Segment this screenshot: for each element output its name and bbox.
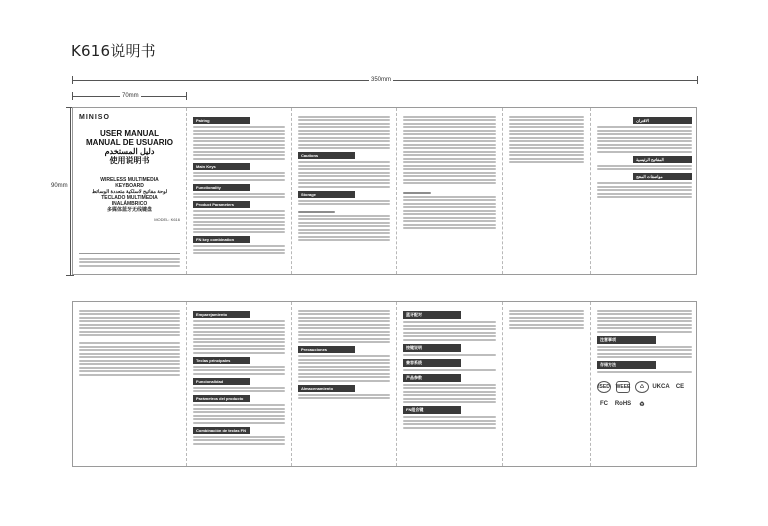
text-line bbox=[298, 313, 390, 315]
section-heading: 产品参数 bbox=[403, 374, 461, 382]
model-number: MODEL: K616 bbox=[154, 217, 180, 222]
text-line bbox=[298, 380, 390, 382]
section-heading: 蓝牙配对 bbox=[403, 311, 461, 319]
text-line bbox=[298, 200, 390, 202]
text-line bbox=[193, 140, 285, 142]
text-line bbox=[597, 182, 692, 184]
text-line bbox=[193, 193, 285, 195]
text-line bbox=[298, 126, 390, 128]
text-line bbox=[193, 210, 285, 212]
text-line bbox=[298, 229, 390, 231]
section-heading: Storage bbox=[298, 191, 355, 198]
section-heading: Precauciones bbox=[298, 346, 355, 353]
section-heading: Functionality bbox=[193, 184, 250, 191]
text-line bbox=[193, 334, 285, 336]
text-line bbox=[79, 317, 180, 319]
cover-title-line: MANUAL DE USUARIO bbox=[86, 138, 173, 147]
panel-width-label: 70mm bbox=[122, 93, 139, 99]
text-line bbox=[298, 232, 390, 234]
text-line bbox=[403, 126, 496, 128]
text-line bbox=[597, 356, 692, 358]
text-line bbox=[403, 217, 496, 219]
spanish-panel-1 bbox=[187, 302, 292, 466]
text-line bbox=[79, 363, 180, 365]
section-heading: 按键说明 bbox=[403, 344, 461, 352]
text-line bbox=[403, 328, 496, 330]
text-line bbox=[193, 221, 285, 223]
text-line bbox=[597, 193, 692, 195]
text-line bbox=[193, 324, 285, 326]
text-line bbox=[193, 245, 285, 247]
product-name-line: KEYBOARD bbox=[115, 183, 144, 189]
text-line bbox=[403, 161, 496, 163]
text-line bbox=[193, 404, 285, 406]
text-line bbox=[403, 123, 496, 125]
text-line bbox=[597, 310, 692, 312]
text-line bbox=[79, 349, 180, 351]
text-line bbox=[403, 427, 496, 429]
text-line bbox=[403, 165, 496, 167]
text-line bbox=[193, 345, 285, 347]
text-line bbox=[509, 161, 584, 163]
text-line bbox=[597, 327, 692, 329]
text-line bbox=[597, 313, 692, 315]
text-line bbox=[403, 423, 496, 425]
text-line bbox=[298, 123, 390, 125]
text-line bbox=[298, 203, 390, 205]
rohs-mark-icon: RoHS bbox=[614, 401, 632, 407]
text-line bbox=[597, 331, 692, 333]
fcc-heading bbox=[298, 211, 335, 213]
text-line bbox=[79, 374, 180, 376]
text-line bbox=[298, 147, 390, 149]
text-line bbox=[79, 353, 180, 355]
text-line bbox=[597, 317, 692, 319]
chinese-panel-3 bbox=[591, 302, 698, 466]
text-line bbox=[597, 144, 692, 146]
text-line bbox=[298, 130, 390, 132]
text-line bbox=[193, 133, 285, 135]
text-line bbox=[79, 310, 180, 312]
text-line bbox=[193, 387, 285, 389]
text-line bbox=[403, 398, 496, 400]
text-line bbox=[298, 341, 390, 343]
text-line bbox=[193, 369, 285, 371]
text-line bbox=[79, 261, 180, 263]
text-line bbox=[193, 443, 285, 445]
leaflet-front-sheet bbox=[72, 107, 697, 275]
text-line bbox=[193, 137, 285, 139]
text-line bbox=[597, 371, 692, 373]
text-line bbox=[79, 331, 180, 333]
cover-footer bbox=[79, 247, 180, 269]
text-line bbox=[193, 224, 285, 226]
text-line bbox=[79, 360, 180, 362]
text-line bbox=[509, 137, 584, 139]
text-line bbox=[79, 346, 180, 348]
product-name bbox=[79, 177, 180, 213]
text-line bbox=[193, 214, 285, 216]
text-line bbox=[298, 179, 390, 181]
text-line bbox=[298, 369, 390, 371]
text-line bbox=[298, 338, 390, 340]
text-line bbox=[509, 140, 584, 142]
text-line bbox=[403, 227, 496, 229]
text-line bbox=[403, 394, 496, 396]
product-name-line: INALÁMBRICO bbox=[111, 201, 148, 207]
text-line bbox=[597, 140, 692, 142]
text-line bbox=[403, 369, 496, 371]
section-heading: Teclas principales bbox=[193, 357, 250, 364]
text-line bbox=[193, 415, 285, 417]
text-line bbox=[193, 249, 285, 251]
text-line bbox=[193, 130, 285, 132]
ised-mark-icon: ISED bbox=[597, 381, 611, 393]
english-panel-1 bbox=[187, 108, 292, 274]
text-line bbox=[403, 213, 496, 215]
text-line bbox=[403, 175, 496, 177]
text-line bbox=[597, 324, 692, 326]
text-line bbox=[193, 147, 285, 149]
text-line bbox=[298, 373, 390, 375]
text-line bbox=[298, 327, 390, 329]
text-line bbox=[403, 158, 496, 160]
text-line bbox=[298, 133, 390, 135]
text-line bbox=[509, 320, 584, 322]
text-line bbox=[403, 224, 496, 226]
arabic-panel-1 bbox=[591, 108, 698, 274]
recycle-mark-icon: ♺ bbox=[635, 381, 649, 393]
text-line bbox=[193, 179, 285, 181]
text-line bbox=[79, 258, 180, 260]
product-name-line: WIRELESS MULTIMEDIA bbox=[100, 177, 159, 183]
text-line bbox=[509, 154, 584, 156]
cover-title-line: دليل المستخدم bbox=[104, 147, 155, 156]
text-line bbox=[597, 126, 692, 128]
text-line bbox=[193, 348, 285, 350]
text-line bbox=[403, 119, 496, 121]
divider bbox=[79, 253, 180, 254]
text-line bbox=[298, 355, 390, 357]
dimension-line bbox=[70, 107, 71, 275]
text-line bbox=[298, 186, 390, 188]
leaflet-back-sheet bbox=[72, 301, 697, 467]
text-line bbox=[403, 147, 496, 149]
brand-logo: MINISO bbox=[79, 114, 110, 121]
text-line bbox=[403, 391, 496, 393]
section-heading: Emparejamiento bbox=[193, 311, 250, 318]
section-heading: FN组合键 bbox=[403, 406, 461, 414]
text-line bbox=[403, 168, 496, 170]
cover-title bbox=[79, 129, 180, 165]
text-line bbox=[597, 168, 692, 170]
text-line bbox=[509, 144, 584, 146]
text-line bbox=[403, 420, 496, 422]
text-line bbox=[298, 116, 390, 118]
text-line bbox=[298, 394, 390, 396]
text-line bbox=[403, 321, 496, 323]
text-line bbox=[597, 147, 692, 149]
text-line bbox=[509, 130, 584, 132]
text-line bbox=[193, 439, 285, 441]
section-heading: الاقتران bbox=[633, 117, 692, 124]
text-line bbox=[193, 366, 285, 368]
text-line bbox=[403, 401, 496, 403]
text-line bbox=[79, 342, 180, 344]
cover-title-line: USER MANUAL bbox=[99, 129, 160, 138]
text-line bbox=[509, 116, 584, 118]
product-name-line: TECLADO MULTIMEDIA bbox=[101, 195, 158, 201]
product-name-line: 多媒体蓝牙无线键盘 bbox=[106, 207, 152, 213]
text-line bbox=[193, 172, 285, 174]
text-line bbox=[509, 158, 584, 160]
text-line bbox=[79, 370, 180, 372]
text-line bbox=[298, 239, 390, 241]
text-line bbox=[403, 206, 496, 208]
weee-bin-icon: WEEE bbox=[616, 381, 630, 393]
text-line bbox=[193, 196, 285, 198]
text-line bbox=[403, 144, 496, 146]
text-line bbox=[403, 179, 496, 181]
text-line bbox=[597, 151, 692, 153]
text-line bbox=[403, 203, 496, 205]
text-line bbox=[403, 172, 496, 174]
text-line bbox=[298, 236, 390, 238]
section-heading: Parámetros del producto bbox=[193, 395, 250, 402]
english-panel-4 bbox=[503, 108, 591, 274]
text-line bbox=[597, 189, 692, 191]
section-heading: 存储方法 bbox=[597, 361, 656, 369]
text-line bbox=[298, 168, 390, 170]
dimension-tick bbox=[697, 76, 698, 84]
section-heading: مواصفات المنتج bbox=[633, 173, 692, 180]
text-line bbox=[509, 133, 584, 135]
cover-panel bbox=[73, 108, 187, 274]
text-line bbox=[298, 182, 390, 184]
text-line bbox=[298, 376, 390, 378]
text-line bbox=[597, 346, 692, 348]
text-line bbox=[403, 339, 496, 341]
text-line bbox=[193, 151, 285, 153]
panel-height-label: 90mm bbox=[51, 183, 68, 189]
text-line bbox=[193, 338, 285, 340]
text-line bbox=[509, 123, 584, 125]
text-line bbox=[509, 147, 584, 149]
overall-width-label: 350mm bbox=[371, 77, 392, 83]
section-heading: 兼容系统 bbox=[403, 359, 461, 367]
text-line bbox=[193, 352, 285, 354]
section-heading: 注意事项 bbox=[597, 336, 656, 344]
section-heading: Pairing bbox=[193, 117, 250, 124]
text-line bbox=[509, 126, 584, 128]
section-heading: Almacenamiento bbox=[298, 385, 355, 392]
text-line bbox=[597, 349, 692, 351]
text-line bbox=[193, 154, 285, 156]
text-line bbox=[193, 144, 285, 146]
ce-mark-icon: CE bbox=[675, 384, 685, 390]
text-line bbox=[193, 331, 285, 333]
text-line bbox=[403, 325, 496, 327]
text-line bbox=[298, 334, 390, 336]
section-heading: Main Keys bbox=[193, 163, 250, 170]
english-panel-3 bbox=[397, 108, 503, 274]
section-heading: FN key combination bbox=[193, 236, 250, 243]
document-title: K616说明书 bbox=[71, 42, 156, 60]
text-line bbox=[193, 373, 285, 375]
text-line bbox=[509, 327, 584, 329]
text-line bbox=[298, 225, 390, 227]
text-line bbox=[79, 324, 180, 326]
fcc-mark-icon: FC bbox=[600, 401, 608, 407]
text-line bbox=[298, 366, 390, 368]
text-line bbox=[298, 144, 390, 146]
text-line bbox=[509, 324, 584, 326]
dimension-tick bbox=[66, 275, 74, 276]
text-line bbox=[298, 310, 390, 312]
text-line bbox=[509, 151, 584, 153]
text-line bbox=[403, 384, 496, 386]
text-line bbox=[509, 119, 584, 121]
text-line bbox=[79, 356, 180, 358]
text-line bbox=[298, 119, 390, 121]
text-line bbox=[403, 140, 496, 142]
spanish-panel-2 bbox=[292, 302, 397, 466]
text-line bbox=[193, 411, 285, 413]
text-line bbox=[298, 215, 390, 217]
dimension-tick bbox=[186, 92, 187, 100]
text-line bbox=[298, 331, 390, 333]
text-line bbox=[403, 137, 496, 139]
text-line bbox=[597, 196, 692, 198]
text-line bbox=[597, 133, 692, 135]
english-panel-2 bbox=[292, 108, 397, 274]
text-line bbox=[509, 310, 584, 312]
text-line bbox=[79, 327, 180, 329]
text-line bbox=[298, 359, 390, 361]
text-line bbox=[597, 165, 692, 167]
text-line bbox=[509, 313, 584, 315]
text-line bbox=[403, 182, 496, 184]
text-line bbox=[193, 327, 285, 329]
text-line bbox=[298, 140, 390, 142]
text-line bbox=[79, 320, 180, 322]
text-line bbox=[298, 317, 390, 319]
text-line bbox=[403, 154, 496, 156]
text-line bbox=[597, 137, 692, 139]
text-line bbox=[193, 390, 285, 392]
text-line bbox=[597, 353, 692, 355]
chinese-panel-1 bbox=[397, 302, 503, 466]
text-line bbox=[597, 130, 692, 132]
section-heading: Product Parameters bbox=[193, 201, 250, 208]
text-line bbox=[79, 313, 180, 315]
text-line bbox=[597, 320, 692, 322]
text-line bbox=[298, 222, 390, 224]
text-line bbox=[193, 320, 285, 322]
section-heading: Cautions bbox=[298, 152, 355, 159]
text-line bbox=[403, 130, 496, 132]
text-line bbox=[193, 436, 285, 438]
text-line bbox=[403, 335, 496, 337]
chinese-panel-2 bbox=[503, 302, 591, 466]
ic-heading bbox=[403, 192, 431, 194]
text-line bbox=[193, 408, 285, 410]
text-line bbox=[79, 367, 180, 369]
text-line bbox=[509, 317, 584, 319]
section-heading: Funcionalidad bbox=[193, 378, 250, 385]
text-line bbox=[298, 175, 390, 177]
text-line bbox=[193, 126, 285, 128]
text-line bbox=[79, 334, 180, 336]
text-line bbox=[79, 265, 180, 267]
text-line bbox=[298, 137, 390, 139]
text-line bbox=[298, 320, 390, 322]
text-line bbox=[298, 362, 390, 364]
cover-title-line: 使用说明书 bbox=[109, 156, 150, 165]
text-line bbox=[193, 418, 285, 420]
text-line bbox=[403, 354, 496, 356]
text-line bbox=[403, 220, 496, 222]
text-line bbox=[298, 397, 390, 399]
text-line bbox=[403, 210, 496, 212]
text-line bbox=[193, 252, 285, 254]
text-line bbox=[193, 175, 285, 177]
text-line bbox=[298, 218, 390, 220]
text-line bbox=[193, 228, 285, 230]
text-line bbox=[193, 341, 285, 343]
text-line bbox=[193, 217, 285, 219]
text-line bbox=[298, 324, 390, 326]
text-line bbox=[403, 387, 496, 389]
section-heading: Combinación de teclas FN bbox=[193, 427, 250, 434]
ukca-mark-icon: UKCA bbox=[652, 384, 670, 390]
text-line bbox=[298, 161, 390, 163]
certification-marks bbox=[597, 381, 692, 410]
text-line bbox=[403, 196, 496, 198]
text-line bbox=[193, 231, 285, 233]
text-line bbox=[403, 133, 496, 135]
text-line bbox=[403, 416, 496, 418]
text-line bbox=[298, 172, 390, 174]
recycle-arrows-icon: ♻ bbox=[639, 401, 645, 408]
section-heading: المفاتيح الرئيسية bbox=[633, 156, 692, 163]
product-name-line: لوحة مفاتيح لاسلكية متعددة الوسائط bbox=[91, 189, 168, 195]
arabic-panel-2 bbox=[73, 302, 187, 466]
text-line bbox=[193, 422, 285, 424]
text-line bbox=[403, 116, 496, 118]
text-line bbox=[597, 186, 692, 188]
text-line bbox=[403, 332, 496, 334]
text-line bbox=[298, 165, 390, 167]
text-line bbox=[193, 158, 285, 160]
text-line bbox=[403, 199, 496, 201]
text-line bbox=[403, 151, 496, 153]
